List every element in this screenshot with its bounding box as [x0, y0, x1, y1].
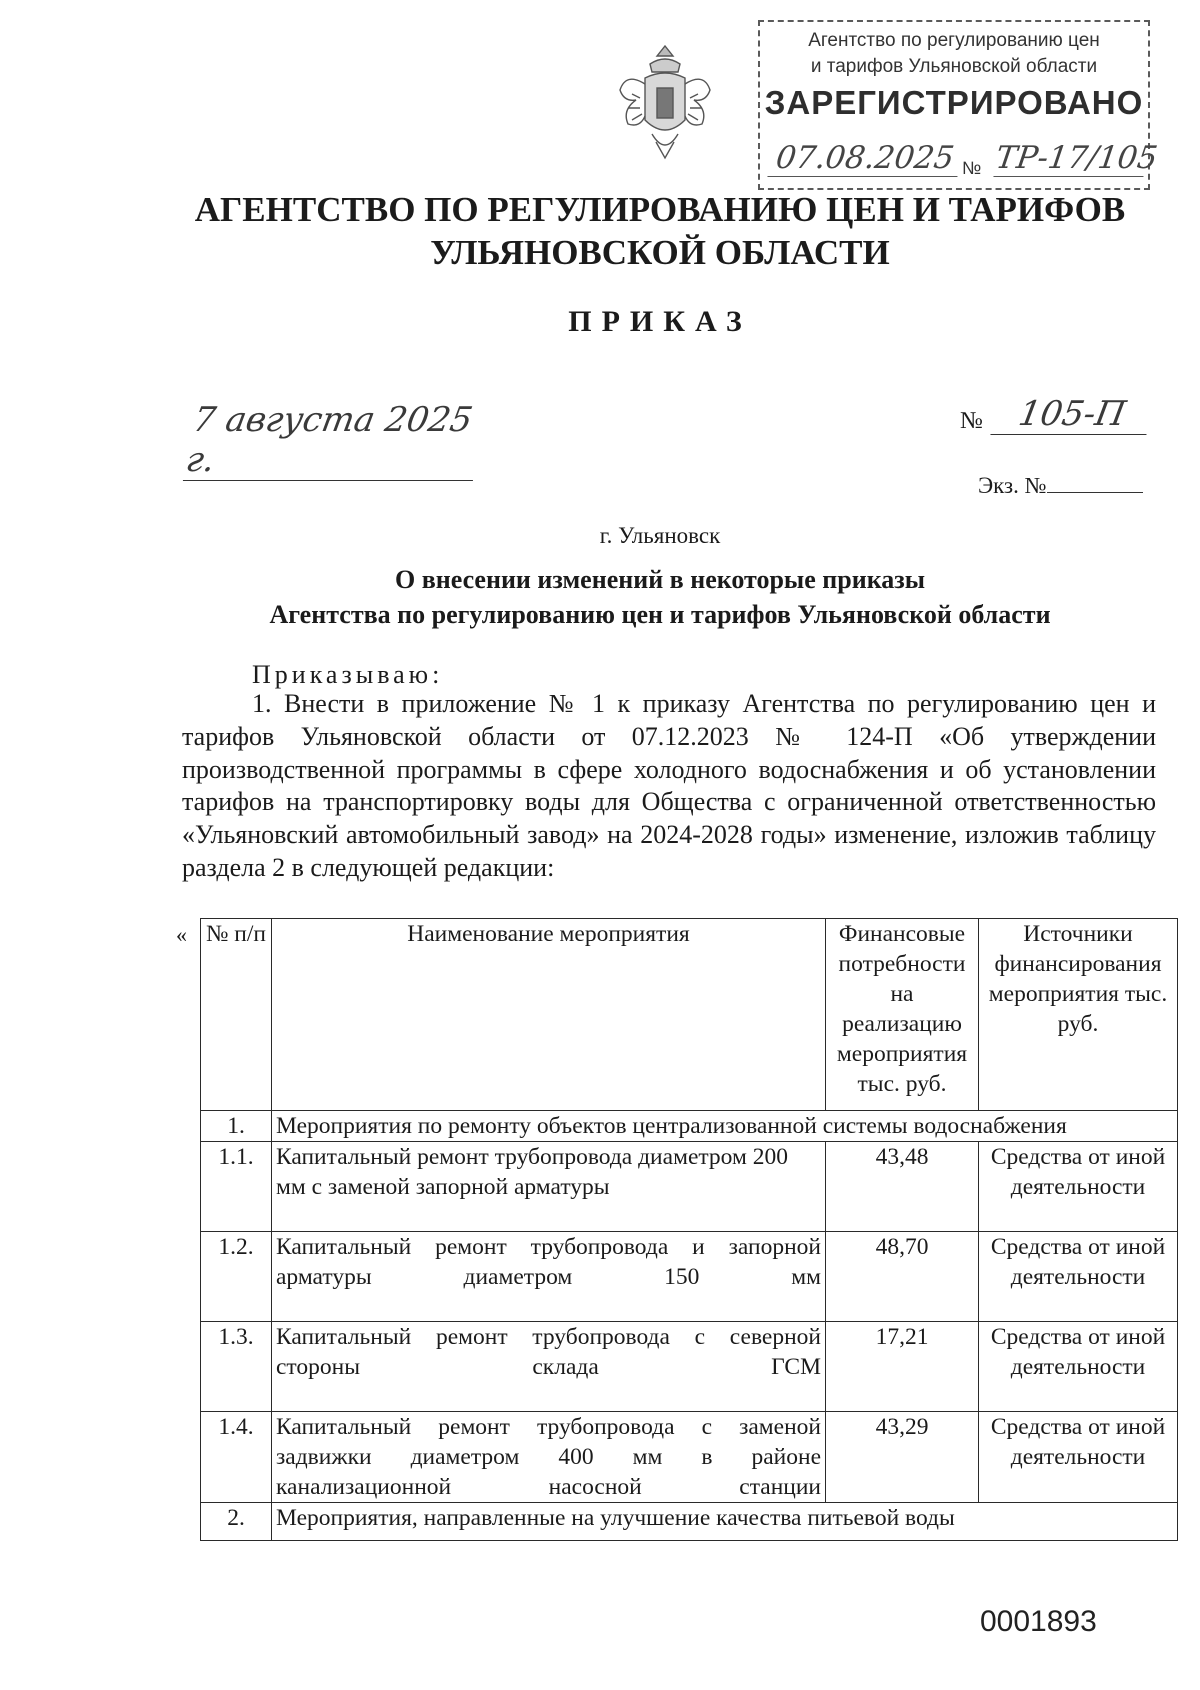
table-open-quote: «	[176, 922, 187, 947]
stamp-reg-number: ТР-17/105	[993, 140, 1160, 176]
handwritten-date: 7 августа 2025 г.	[183, 400, 487, 481]
table-row	[201, 1142, 1178, 1232]
agency-title-line1: АГЕНТСТВО ПО РЕГУЛИРОВАНИЮ ЦЕН И ТАРИФОВ	[194, 190, 1126, 229]
stamp-number-sign: №	[962, 158, 982, 178]
order-subject	[160, 562, 1160, 632]
header-name: Наименование мероприятия	[272, 919, 826, 1111]
row-src: Средства от иной деятельности	[979, 1322, 1178, 1412]
stamp-agency-line2: и тарифов Ульяновской области	[810, 56, 1098, 77]
city: г. Ульяновск	[599, 523, 721, 548]
section-row	[201, 1503, 1178, 1541]
order-number-sign: №	[960, 408, 983, 434]
row-fin: 17,21	[826, 1322, 979, 1412]
row-fin: 43,29	[826, 1412, 979, 1503]
order-subject-line2: Агентства по регулированию цен и тарифов Ульяновской области	[269, 600, 1051, 629]
table-row	[201, 1412, 1178, 1503]
table-header-row	[201, 919, 1178, 1111]
row-name: Капитальный ремонт трубопровода и запорной арматуры диаметром 150 мм	[272, 1232, 826, 1322]
document-type: ПРИКАЗ	[568, 305, 752, 338]
header-num: № п/п	[201, 919, 272, 1111]
row-src: Средства от иной деятельности	[979, 1232, 1178, 1322]
section-title: Мероприятия по ремонту объектов централизованной системы водоснабжения	[272, 1111, 1178, 1142]
section-num: 1.	[201, 1111, 272, 1142]
section-row	[201, 1111, 1178, 1142]
stamp-registered: ЗАРЕГИСТРИРОВАНО	[764, 84, 1144, 121]
row-src: Средства от иной деятельности	[979, 1412, 1178, 1503]
row-num: 1.4.	[201, 1412, 272, 1503]
header-src: Источники финансирования мероприятия тыс. руб.	[979, 919, 1178, 1111]
row-num: 1.1.	[201, 1142, 272, 1232]
agency-title-line2: УЛЬЯНОВСКОЙ ОБЛАСТИ	[430, 233, 890, 272]
stamp-date: 07.08.2025	[767, 140, 962, 177]
row-name: Капитальный ремонт трубопровода диаметром 200 мм с заменой запорной арматуры	[272, 1142, 826, 1232]
coat-of-arms-icon	[612, 42, 718, 162]
section-num: 2.	[201, 1503, 272, 1541]
registration-stamp	[758, 20, 1160, 190]
agency-title	[160, 188, 1160, 274]
row-fin: 48,70	[826, 1232, 979, 1322]
row-num: 1.2.	[201, 1232, 272, 1322]
table-row	[201, 1322, 1178, 1412]
header-fin: Финансовые потребности на реализацию мероприятия тыс. руб.	[826, 919, 979, 1111]
row-src: Средства от иной деятельности	[979, 1142, 1178, 1232]
measures-table	[200, 918, 1178, 1541]
order-word: Приказываю:	[252, 660, 444, 689]
form-serial-number: 0001893	[980, 1605, 1097, 1638]
table-row	[201, 1232, 1178, 1322]
copy-number	[978, 472, 1143, 499]
row-name: Капитальный ремонт трубопровода с северной стороны склада ГСМ	[272, 1322, 826, 1412]
row-name: Капитальный ремонт трубопровода с заменой задвижки диаметром 400 мм в районе канализационной насосной станции	[272, 1412, 826, 1503]
handwritten-order-number: 105-П	[990, 394, 1153, 435]
row-fin: 43,48	[826, 1142, 979, 1232]
section-title: Мероприятия, направленные на улучшение качества питьевой воды	[272, 1503, 1178, 1541]
copy-number-blank	[1047, 472, 1143, 493]
row-num: 1.3.	[201, 1322, 272, 1412]
paragraph-1: 1. Внести в приложение № 1 к приказу Агентства по регулированию цен и тарифов Ульяновской области от 07.12.2023 № 124-П «Об утверждении производственной программы в сфере холодного водоснабжения и об установлении тарифов на транспортировку воды для Общества с ограниченной ответственностью «Ульяновский автомобильный завод» на 2024-2028 годы» изменение, изложив таблицу раздела 2 в следующей редакции:	[182, 689, 1156, 882]
stamp-agency-line1: Агентство по регулированию цен	[808, 30, 1100, 51]
copy-number-label: Экз. №	[978, 473, 1047, 498]
order-subject-line1: О внесении изменений в некоторые приказы	[394, 565, 926, 594]
